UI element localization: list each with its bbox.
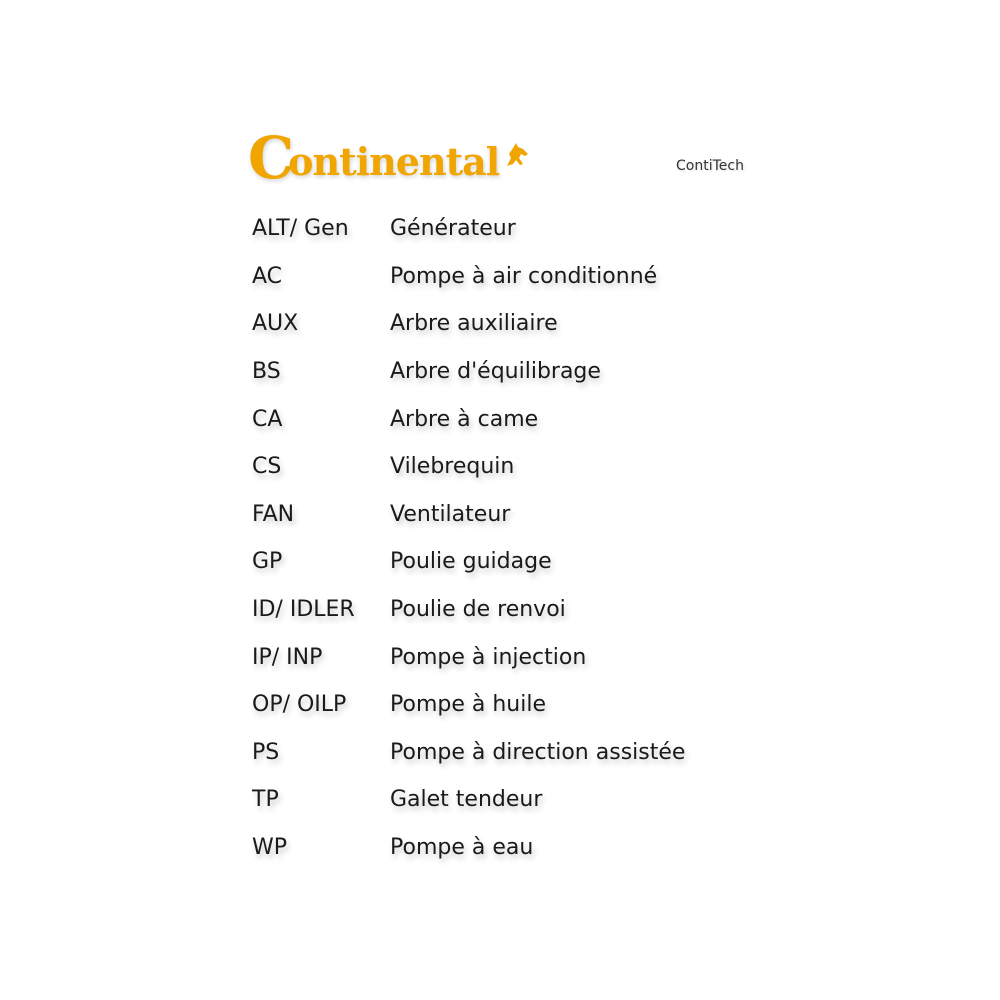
- list-item: [252, 681, 812, 729]
- description: Poulie de renvoi: [390, 597, 566, 623]
- logo-letter-c: C: [248, 124, 289, 192]
- list-item: [252, 205, 812, 253]
- abbreviation: ALT/ Gen: [252, 216, 349, 242]
- abbreviation: TP: [252, 787, 279, 813]
- description: Pompe à eau: [390, 835, 534, 861]
- list-item: [252, 538, 812, 586]
- description: Pompe à huile: [390, 692, 546, 718]
- abbreviation: OP/ OILP: [252, 692, 347, 718]
- abbreviation: FAN: [252, 501, 295, 527]
- header: [248, 124, 768, 192]
- description: Pompe à direction assistée: [390, 739, 686, 765]
- abbreviation: BS: [252, 359, 281, 385]
- list-item: [252, 443, 812, 491]
- description: Galet tendeur: [390, 787, 543, 813]
- list-item: [252, 586, 812, 634]
- horse-icon: [501, 140, 531, 174]
- description: Pompe à air conditionné: [390, 263, 658, 289]
- list-item: [252, 776, 812, 824]
- description: Arbre à came: [390, 406, 539, 432]
- abbreviation: PS: [252, 739, 280, 765]
- description: Arbre d'équilibrage: [390, 359, 601, 385]
- abbreviation: AUX: [252, 311, 299, 337]
- abbreviation: WP: [252, 835, 288, 861]
- abbreviation: CS: [252, 454, 282, 480]
- abbreviation: GP: [252, 549, 283, 575]
- list-item: [252, 348, 812, 396]
- list-item: [252, 395, 812, 443]
- description: Générateur: [390, 216, 516, 242]
- abbreviation: AC: [252, 263, 283, 289]
- list-item: [252, 729, 812, 777]
- continental-logo: [248, 124, 531, 192]
- list-item: [252, 824, 812, 872]
- logo-wordmark: ontinental: [288, 139, 500, 184]
- description: Vilebrequin: [390, 454, 515, 480]
- abbreviation: CA: [252, 406, 283, 432]
- description: Ventilateur: [390, 501, 511, 527]
- list-item: [252, 491, 812, 539]
- list-item: [252, 300, 812, 348]
- contitech-label: ContiTech: [676, 158, 744, 174]
- description: Poulie guidage: [390, 549, 552, 575]
- glossary-list: [252, 205, 812, 871]
- abbreviation: IP/ INP: [252, 644, 323, 670]
- description: Arbre auxiliaire: [390, 311, 558, 337]
- abbreviation: ID/ IDLER: [252, 597, 355, 623]
- list-item: [252, 633, 812, 681]
- list-item: [252, 253, 812, 301]
- description: Pompe à injection: [390, 644, 587, 670]
